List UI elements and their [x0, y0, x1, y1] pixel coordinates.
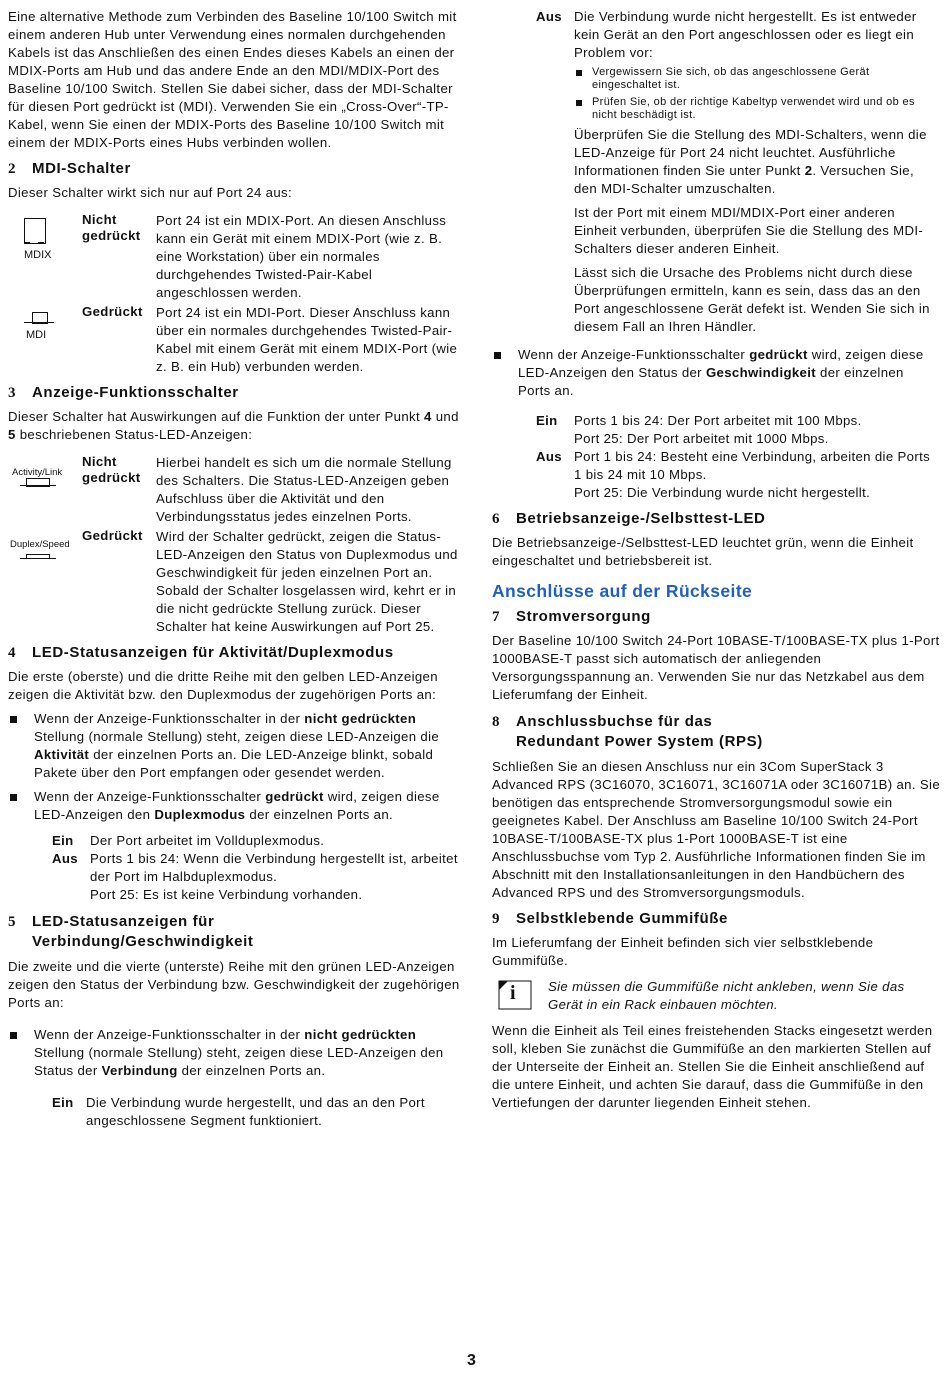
link-off-state: Aus Die Verbindung wurde nicht hergestellt. Es ist entweder kein Gerät an den Port angeschlossen oder es liegt ein Problem vor: Vergewissern Sie sich, ob das angeschlossene Gerät eingeschaltet ist. Prüfen Sie, ob der richtige Kabeltyp verwendet wird und ob es nicht beschädigt ist. Überprüfen Sie die Stellung des MDI-Schalters, wenn die LED-Anzeige für Port 24 nicht leuchtet. Ausführliche Informationen finden Sie unter Punkt 2. Versuchen Sie, den MDI-Schalter umzuschalten. Ist der Port mit einem MDI/MDIX-Port einer anderen Einheit verbunden, überprüfen Sie die Stellung des MDI-Schalters dieser anderen Einheit. Lässt sich die Ursache des Problems nicht durch diese Überprüfungen ermitteln, kann es sein, dass das an den Port angeschlossene Gerät defekt ist. Wenden Sie sich in diesem Fall an Ihren Händler. — [536, 8, 940, 342]
list-item: Wenn der Anzeige-Funktionsschalter gedrückt wird, zeigen diese LED-Anzeigen den Status der Geschwindigkeit der einzelnen Ports an. — [492, 346, 940, 400]
list-item: Wenn der Anzeige-Funktionsschalter in der nicht gedrückten Stellung (normale Stellung) steht, zeigen diese LED-Anzeigen die Aktivität der einzelnen Ports an. Die LED-Anzeige blinkt, sobald Pakete über den Port empfangen oder gesendet werden. — [8, 710, 464, 782]
list-item: Wenn der Anzeige-Funktionsschalter gedrückt wird, zeigen diese LED-Anzeigen den Duplexmodus der einzelnen Ports an. — [8, 788, 464, 824]
check-other-unit-paragraph: Ist der Port mit einem MDI/MDIX-Port einer anderen Einheit verbunden, überprüfen Sie die Stellung des MDI-Schalters dieser anderen Einheit. — [574, 205, 924, 256]
bullet-square-icon — [8, 788, 34, 824]
speed-state-list: Ein Ports 1 bis 24: Der Port arbeitet mit 100 Mbps. Port 25: Der Port arbeitet mit 1000 Mbps. Aus Port 1 bis 24: Besteht eine Verbindung, arbeiten die Ports 1 bis 24 mit 10 Mbps. Port 25: Die Verbindung wurde nicht hergestellt. — [536, 413, 931, 500]
duplex-speed-switch-icon: Duplex/Speed — [8, 528, 82, 636]
section-6-heading: 6 Betriebsanzeige-/Selbsttest-LED — [492, 510, 766, 527]
list-item: Wenn der Anzeige-Funktionsschalter in der nicht gedrückten Stellung (normale Stellung) steht, zeigen diese LED-Anzeigen den Status der Verbindung der einzelnen Ports an. — [8, 1026, 464, 1080]
mdi-row-pressed: MDI Gedrückt Port 24 ist ein MDI-Port. Dieser Anschluss kann über ein normales durchgehendes Twisted-Pair-Kabel mit einem Gerät mit einem MDIX-Port (wie z. B. ein Hub) verbunden werden. — [8, 304, 464, 376]
section-9-text-2: Wenn die Einheit als Teil eines freistehenden Stacks eingesetzt werden soll, kleben Sie zunächst die Gummifüße an den markierten Stellen auf der Unterseite der Einheit an. Stellen Sie die Einheit anschließend auf die untere Einheit, und achten Sie darauf, dass die Gummifüße in den Vertiefungen der darunter liegenden Einheit stehen. — [492, 1023, 933, 1110]
section-2-heading: 2 MDI-Schalter — [8, 160, 131, 177]
rear-panel-heading: Anschlüsse auf der Rückseite — [492, 581, 753, 601]
mdi-row-not-pressed: MDIX Nicht gedrückt Port 24 ist ein MDIX-Port. An diesen Anschluss kann ein Gerät mit einem MDIX-Port (wie z. B. eine Workstation) über ein normales durchgehendes Twisted-Pair-Kabel angeschlossen werden. — [8, 212, 464, 302]
page-number: 3 — [467, 1352, 476, 1369]
info-icon: i — [492, 978, 548, 1014]
link-state-list: Ein Die Verbindung wurde hergestellt, und das an den Port angeschlossene Segment funktioniert. — [52, 1095, 425, 1128]
mdix-switch-icon: MDIX — [8, 212, 82, 302]
section-4-text: Die erste (oberste) und die dritte Reihe mit den gelben LED-Anzeigen zeigen die Aktivität bzw. den Duplexmodus der zugehörigen Ports an: — [8, 669, 438, 702]
section-3-heading: 3 Anzeige-Funktionsschalter — [8, 384, 239, 401]
display-row-pressed: Duplex/Speed Gedrückt Wird der Schalter gedrückt, zeigen die Status-LED-Anzeigen den Status von Duplexmodus und Geschwindigkeit für jeden einzelnen Port an. Sobald der Schalter losgelassen wird, kehrt er in die nicht gedrückte Stellung zurück. Dieser Schalter hat keine Auswirkungen auf Port 25. — [10, 528, 458, 634]
info-note: i Sie müssen die Gummifüße nicht ankleben, wenn Sie das Gerät in ein Rack einbauen möchten. — [492, 978, 940, 1014]
bullet-square-icon — [574, 96, 592, 122]
display-row-not-pressed: Activity/Link Nicht gedrückt Hierbei handelt es sich um die normale Stellung des Schalters. Die Status-LED-Anzeigen geben Aufschluss über die Aktivität und den Verbindungsstatus jedes einzelnen Ports. — [8, 454, 464, 526]
section-5-heading: 5 LED-Statusanzeigen für Verbindung/Geschwindigkeit — [8, 913, 254, 950]
activity-link-switch-icon: Activity/Link — [8, 454, 82, 526]
list-item: Vergewissern Sie sich, ob das angeschlossene Gerät eingeschaltet ist. — [574, 66, 940, 92]
bullet-square-icon — [8, 1026, 34, 1080]
left-column — [8, 8, 464, 1136]
section-5-text: Die zweite und die vierte (unterste) Reihe mit den grünen LED-Anzeigen zeigen den Status der Verbindung bzw. Geschwindigkeit der zugehörigen Ports an: — [8, 959, 460, 1010]
bullet-square-icon — [8, 710, 34, 782]
section-9-text: Im Lieferumfang der Einheit befinden sich vier selbstklebende Gummifüße. — [492, 935, 874, 968]
section-6-text: Die Betriebsanzeige-/Selbsttest-LED leuchtet grün, wenn die Einheit eingeschaltet und betriebsbereit ist. — [492, 535, 914, 568]
section-9-heading: 9 Selbstklebende Gummifüße — [492, 910, 728, 927]
intro-paragraph: Eine alternative Methode zum Verbinden des Baseline 10/100 Switch mit einem anderen Hub unter Verwendung eines normalen durchgehenden Kabels ist das Anschließen des einen Endes dieses Kabels an einen der MDIX-Ports am Hub und das andere Ende an den MDI/MDIX-Port des Baseline 10/100 Switch. Stellen Sie dabei sicher, dass der MDI-Schalter für diesen Port gedrückt ist (MDI). Verwenden Sie ein „Cross-Over“-TP-Kabel, wenn Sie einen der MDIX-Ports des Baseline 10/100 Switch mit einem der MDIX-Ports eines Hubs verbinden wollen. — [8, 9, 457, 150]
duplex-state-list: Ein Der Port arbeitet im Vollduplexmodus. Aus Ports 1 bis 24: Wenn die Verbindung hergestellt ist, arbeitet der Port im Halbduplexmodus. Port 25: Es ist keine Verbindung vorhanden. — [52, 833, 458, 902]
section-3-text: Dieser Schalter hat Auswirkungen auf die Funktion der unter Punkt 4 und 5 beschriebenen Status-LED-Anzeigen: — [8, 409, 459, 442]
section-8-heading: 8 Anschlussbuchse für das Redundant Power System (RPS) — [492, 713, 763, 750]
bullet-square-icon — [492, 346, 518, 400]
section-8-text: Schließen Sie an diesen Anschluss nur ein 3Com SuperStack 3 Advanced RPS (3C16070, 3C16071, 3C16071A oder 3C16071B) an. Sie benötigen das entsprechende Stromversorgungsmodul sowie ein geeignetes Kabel. Der Anschluss am Baseline 10/100 Switch 24-Port 10BASE-T/100BASE-TX plus 1-Port 1000BASE-T ist eine Anschlussbuchse vom Typ 2. Ausführliche Informationen finden Sie im Abschnitt mit den Installationsanleitungen in den Handbüchern des Advanced RPS und des Stromversorgungsmoduls. — [492, 759, 941, 900]
mdi-switch-icon: MDI — [8, 304, 82, 376]
bullet-square-icon — [574, 66, 592, 92]
section-4-heading: 4 LED-Statusanzeigen für Aktivität/Duplexmodus — [8, 644, 394, 661]
section-7-heading: 7 Stromversorgung — [492, 608, 651, 625]
section-2-text: Dieser Schalter wirkt sich nur auf Port 24 aus: — [8, 185, 292, 200]
check-mdi-paragraph: Überprüfen Sie die Stellung des MDI-Schalters, wenn die LED-Anzeige für Port 24 nicht leuchtet. Ausführliche Informationen finden Sie unter Punkt 2. Versuchen Sie, den MDI-Schalter umzuschalten. — [574, 127, 927, 196]
list-item: Prüfen Sie, ob der richtige Kabeltyp verwendet wird und ob es nicht beschädigt ist. — [574, 96, 940, 122]
right-column — [492, 8, 940, 1118]
contact-dealer-paragraph: Lässt sich die Ursache des Problems nicht durch diese Überprüfungen ermitteln, kann es sein, dass das an den Port angeschlossene Gerät defekt ist. Wenden Sie sich in diesem Fall an Ihren Händler. — [574, 265, 930, 334]
section-7-text: Der Baseline 10/100 Switch 24-Port 10BASE-T/100BASE-TX plus 1-Port 1000BASE-T passt sich automatisch der anliegenden Versorgungsspannung an. Verwenden Sie nur das Netzkabel aus dem Lieferumfang der Einheit. — [492, 633, 940, 702]
